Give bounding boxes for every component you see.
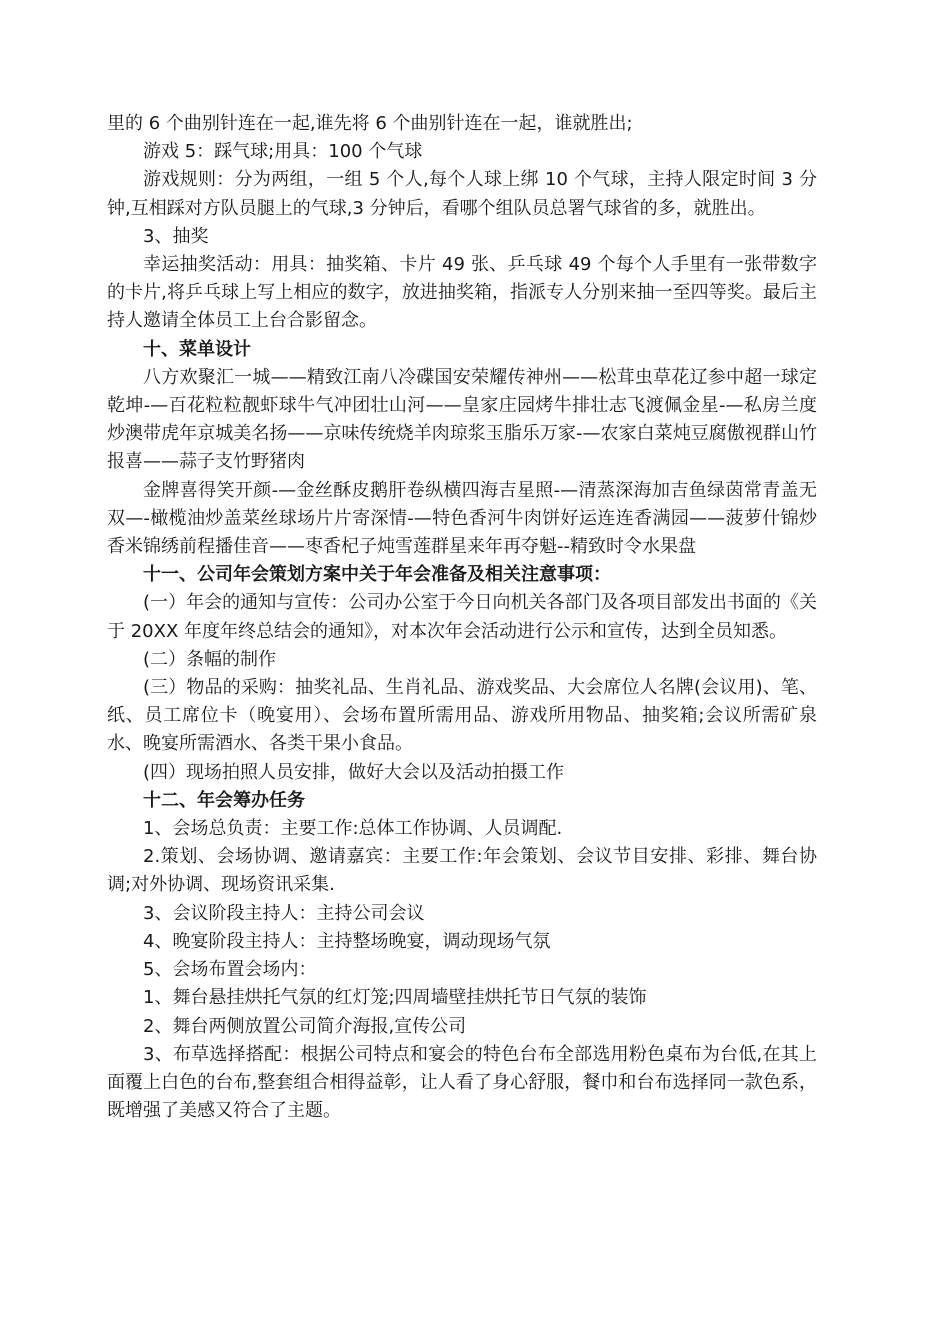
paragraph-menu-part1: 八方欢聚汇一城——精致江南八冷碟国安荣耀传神州——松茸虫草花辽参中超一球定乾坤-—百花粒粒靓虾球牛气冲团壮山河——皇家庄园烤牛排壮志飞渡佩金星-—私房兰度炒澳带虎年京城美名扬——京味传统烧羊肉琼浆玉脂乐万家-—农家白菜炖豆腐傲视群山竹报喜——蒜子支竹野猪肉 — [107, 366, 817, 473]
paragraph-purchase: (三）物品的采购：抽奖礼品、生肖礼品、游戏奖品、大会席位人名牌(会议用)、笔、纸、员工席位卡（晚宴用）、会场布置所需用品、游戏所用物品、抽奖箱;会议所需矿泉水、晚宴所需酒水、各类干果小食品。 — [107, 677, 817, 755]
section-heading-preparation: 十一、公司年会策划方案中关于年会准备及相关注意事项： — [143, 564, 611, 586]
paragraph-task-1: 1、会场总负责：主要工作:总体工作协调、人员调配. — [143, 818, 563, 840]
section-heading-menu: 十、菜单设计 — [143, 338, 251, 360]
paragraph-decor-3: 3、布草选择搭配：根据公司特点和宴会的特色台布全部选用粉色桌布为台低,在其上面覆上白色的台布,整套组合相得益彰，让人看了身心舒服，餐巾和台布选择同一款色系，既增强了美感又符合了主题。 — [107, 1043, 817, 1122]
paragraph-game5-rules: 游戏规则：分为两组，一组 5 个人,每个人球上绑 10 个气球，主持人限定时间 3 分钟,互相踩对方队员腿上的气球,3 分钟后，看哪个组队员总署气球省的多，就胜出。 — [107, 169, 817, 219]
paragraph-decor-2: 2、舞台两侧放置公司简介海报,宣传公司 — [143, 1015, 467, 1037]
paragraph-notice: (一）年会的通知与宣传：公司办公室于今日向机关各部门及各项目部发出书面的《关于 20XX 年度年终总结会的通知》，对本次年会活动进行公示和宣传，达到全员知悉。 — [107, 592, 817, 642]
paragraph-decor-1: 1、舞台悬挂烘托气氛的红灯笼;四周墙壁挂烘托节日气氛的装饰 — [143, 987, 647, 1009]
paragraph-task-3: 3、会议阶段主持人：主持公司会议 — [143, 902, 425, 924]
paragraph-task-5: 5、会场布置会场内： — [143, 959, 317, 981]
paragraph-game4-continued: 里的 6 个曲别针连在一起,谁先将 6 个曲别针连在一起，谁就胜出; — [107, 113, 633, 134]
paragraph-lottery-heading: 3、抽奖 — [143, 225, 209, 247]
paragraph-game5-title: 游戏 5：踩气球;用具：100 个气球 — [143, 141, 423, 163]
paragraph-lottery-activity: 幸运抽奖活动：用具：抽奖箱、卡片 49 张、乒乓球 49 个每个人手里有一张带数字的卡片,将乒乓球上写上相应的数字，放进抽奖箱，指派专人分别来抽一至四等奖。最后主持人邀请全体员工上台合影留念。 — [107, 254, 817, 332]
document-page — [107, 110, 817, 1125]
paragraph-photography: (四）现场拍照人员安排，做好大会以及活动拍摄工作 — [143, 761, 565, 783]
paragraph-task-2: 2.策划、会场协调、邀请嘉宾：主要工作:年会策划、会议节目安排、彩排、舞台协调;对外协调、现场资讯采集. — [107, 846, 817, 896]
paragraph-banner: (二）条幅的制作 — [143, 648, 277, 670]
section-heading-tasks: 十二、年会筹办任务 — [143, 789, 305, 811]
paragraph-menu-part2: 金牌喜得笑开颜-—金丝酥皮鹅肝卷纵横四海吉星照-—清蒸深海加吉鱼绿茵常青盖无双—-橄榄油炒盖菜丝球场片片寄深情-—特色香河牛肉饼好运连连香满园——菠萝什锦炒香米锦绣前程播佳音——枣香杞子炖雪莲群星来年再夺魁--精致时令水果盘 — [107, 479, 817, 558]
paragraph-task-4: 4、晚宴阶段主持人：主持整场晚宴，调动现场气氛 — [143, 930, 551, 952]
